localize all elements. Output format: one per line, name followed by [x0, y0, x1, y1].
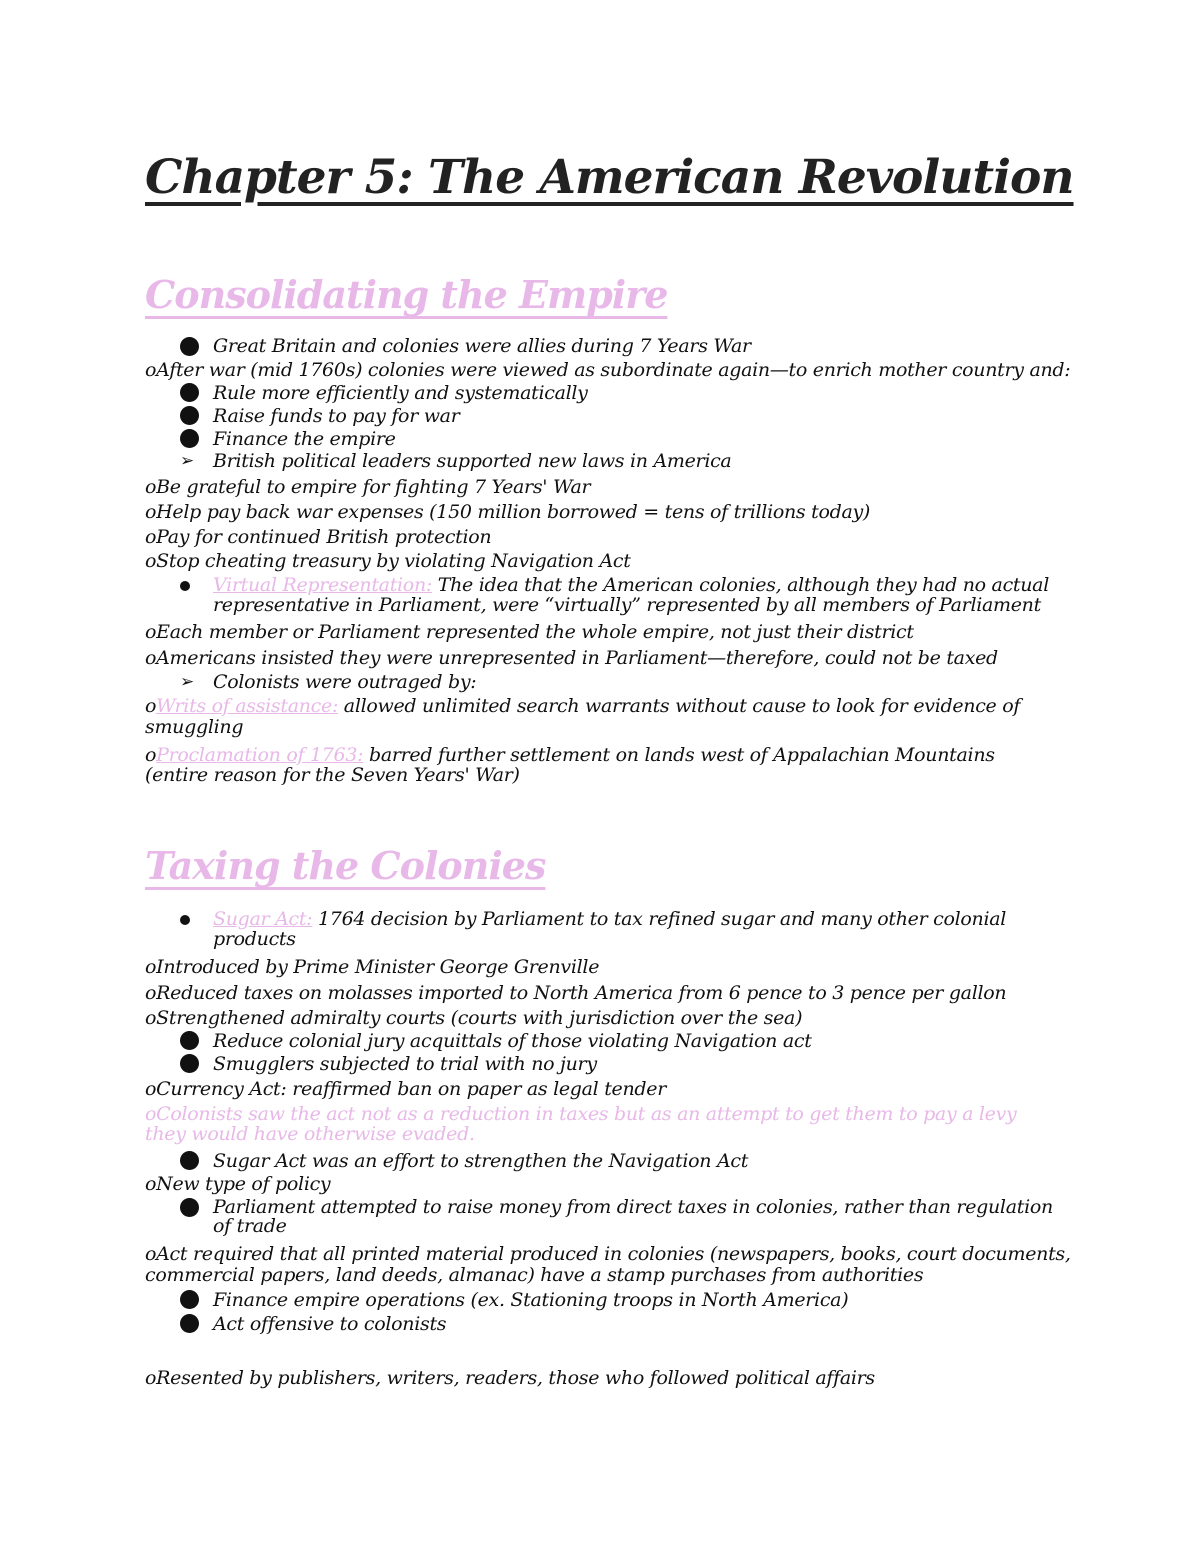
note-line: Colonists were outraged by: [213, 671, 477, 693]
section-heading-consolidating: Consolidating the Empire [145, 272, 668, 317]
bullet-dot [180, 915, 190, 925]
definition-text: allowed unlimited search warrants without cause to look for evidence of [338, 695, 1021, 717]
note-line: Smugglers subjected to trial with no jury [213, 1053, 597, 1075]
section-heading-taxing: Taxing the Colonies [145, 843, 546, 888]
note-line: of trade [213, 1215, 287, 1237]
note-line: Parliament attempted to raise money from direct taxes in colonies, rather than regulation [213, 1196, 1053, 1218]
note-line: smuggling [145, 716, 244, 738]
note-line: oBe grateful to empire for fighting 7 Years' War [145, 476, 591, 498]
bullet-dot [180, 1151, 199, 1170]
bullet-dot [180, 337, 199, 356]
note-line: oAmericans insisted they were unrepresented in Parliament—therefore, could not be taxed [145, 647, 998, 669]
note-line: oReduced taxes on molasses imported to North America from 6 pence to 3 pence per gallon [145, 982, 1007, 1004]
note-line: Great Britain and colonies were allies during 7 Years War [213, 335, 751, 357]
note-line: oHelp pay back war expenses (150 million borrowed = tens of trillions today) [145, 501, 871, 523]
list-marker: o [145, 744, 157, 766]
note-line-highlight: oColonists saw the act not as a reduction in taxes but as an attempt to get them to pay a levy [145, 1103, 1017, 1125]
note-line: Sugar Act was an effort to strengthen the Navigation Act [213, 1150, 749, 1172]
bullet-dot [180, 1031, 199, 1050]
note-line: products [213, 928, 296, 950]
note-line: oStop cheating treasury by violating Navigation Act [145, 550, 631, 572]
list-marker: o [145, 695, 157, 717]
definition-text: barred further settlement on lands west of Appalachian Mountains [363, 744, 995, 766]
bullet-dot [180, 581, 190, 591]
bullet-dot [180, 383, 199, 402]
definition-virtual-representation [213, 575, 1049, 595]
note-line: oCurrency Act: reaffirmed ban on paper as legal tender [145, 1078, 667, 1100]
term-proclamation-1763: Proclamation of 1763: [156, 744, 364, 766]
page-title: Chapter 5: The American Revolution [145, 150, 1074, 205]
bullet-dot [180, 1290, 199, 1309]
note-line: (entire reason for the Seven Years' War) [145, 764, 520, 786]
note-line: oStrengthened admiralty courts (courts with jurisdiction over the sea) [145, 1007, 803, 1029]
bullet-dot [180, 1198, 199, 1217]
term-virtual-representation: Virtual Representation: [213, 574, 432, 596]
note-line: Reduce colonial jury acquittals of those violating Navigation act [213, 1030, 812, 1052]
note-line: oNew type of policy [145, 1173, 331, 1195]
note-line: Finance the empire [213, 428, 396, 450]
arrow-bullet-icon: ➢ [180, 672, 195, 692]
note-line: oAfter war (mid 1760s) colonies were viewed as subordinate again—to enrich mother country and: [145, 359, 1071, 381]
note-line: oEach member or Parliament represented the whole empire, not just their district [145, 621, 914, 643]
note-line: oResented by publishers, writers, readers, those who followed political affairs [145, 1367, 875, 1389]
note-line-highlight: they would have otherwise evaded. [145, 1123, 475, 1145]
note-line: Finance empire operations (ex. Stationing troops in North America) [213, 1289, 849, 1311]
arrow-bullet-icon: ➢ [180, 451, 195, 471]
bullet-dot [180, 1314, 199, 1333]
definition-text: The idea that the American colonies, although they had no actual [432, 574, 1049, 596]
bullet-dot [180, 406, 199, 425]
note-line: oAct required that all printed material produced in colonies (newspapers, books, court documents, [145, 1243, 1071, 1265]
term-writs-of-assistance: Writs of assistance: [156, 695, 339, 717]
term-sugar-act: Sugar Act: [213, 908, 313, 930]
note-line: oIntroduced by Prime Minister George Grenville [145, 956, 600, 978]
definition-sugar-act [213, 909, 1006, 929]
note-line: Rule more efficiently and systematically [213, 382, 588, 404]
note-line: British political leaders supported new laws in America [213, 450, 732, 472]
note-line: representative in Parliament, were “virtually” represented by all members of Parliament [213, 594, 1041, 616]
bullet-dot [180, 1054, 199, 1073]
definition-writs-of-assistance [145, 696, 1020, 716]
bullet-dot [180, 429, 199, 448]
note-line: commercial papers, land deeds, almanac) have a stamp purchases from authorities [145, 1264, 924, 1286]
definition-proclamation-1763 [145, 745, 995, 765]
note-line: Act offensive to colonists [213, 1313, 447, 1335]
definition-text: 1764 decision by Parliament to tax refined sugar and many other colonial [312, 908, 1007, 930]
note-line: Raise funds to pay for war [213, 405, 460, 427]
note-line: oPay for continued British protection [145, 526, 492, 548]
